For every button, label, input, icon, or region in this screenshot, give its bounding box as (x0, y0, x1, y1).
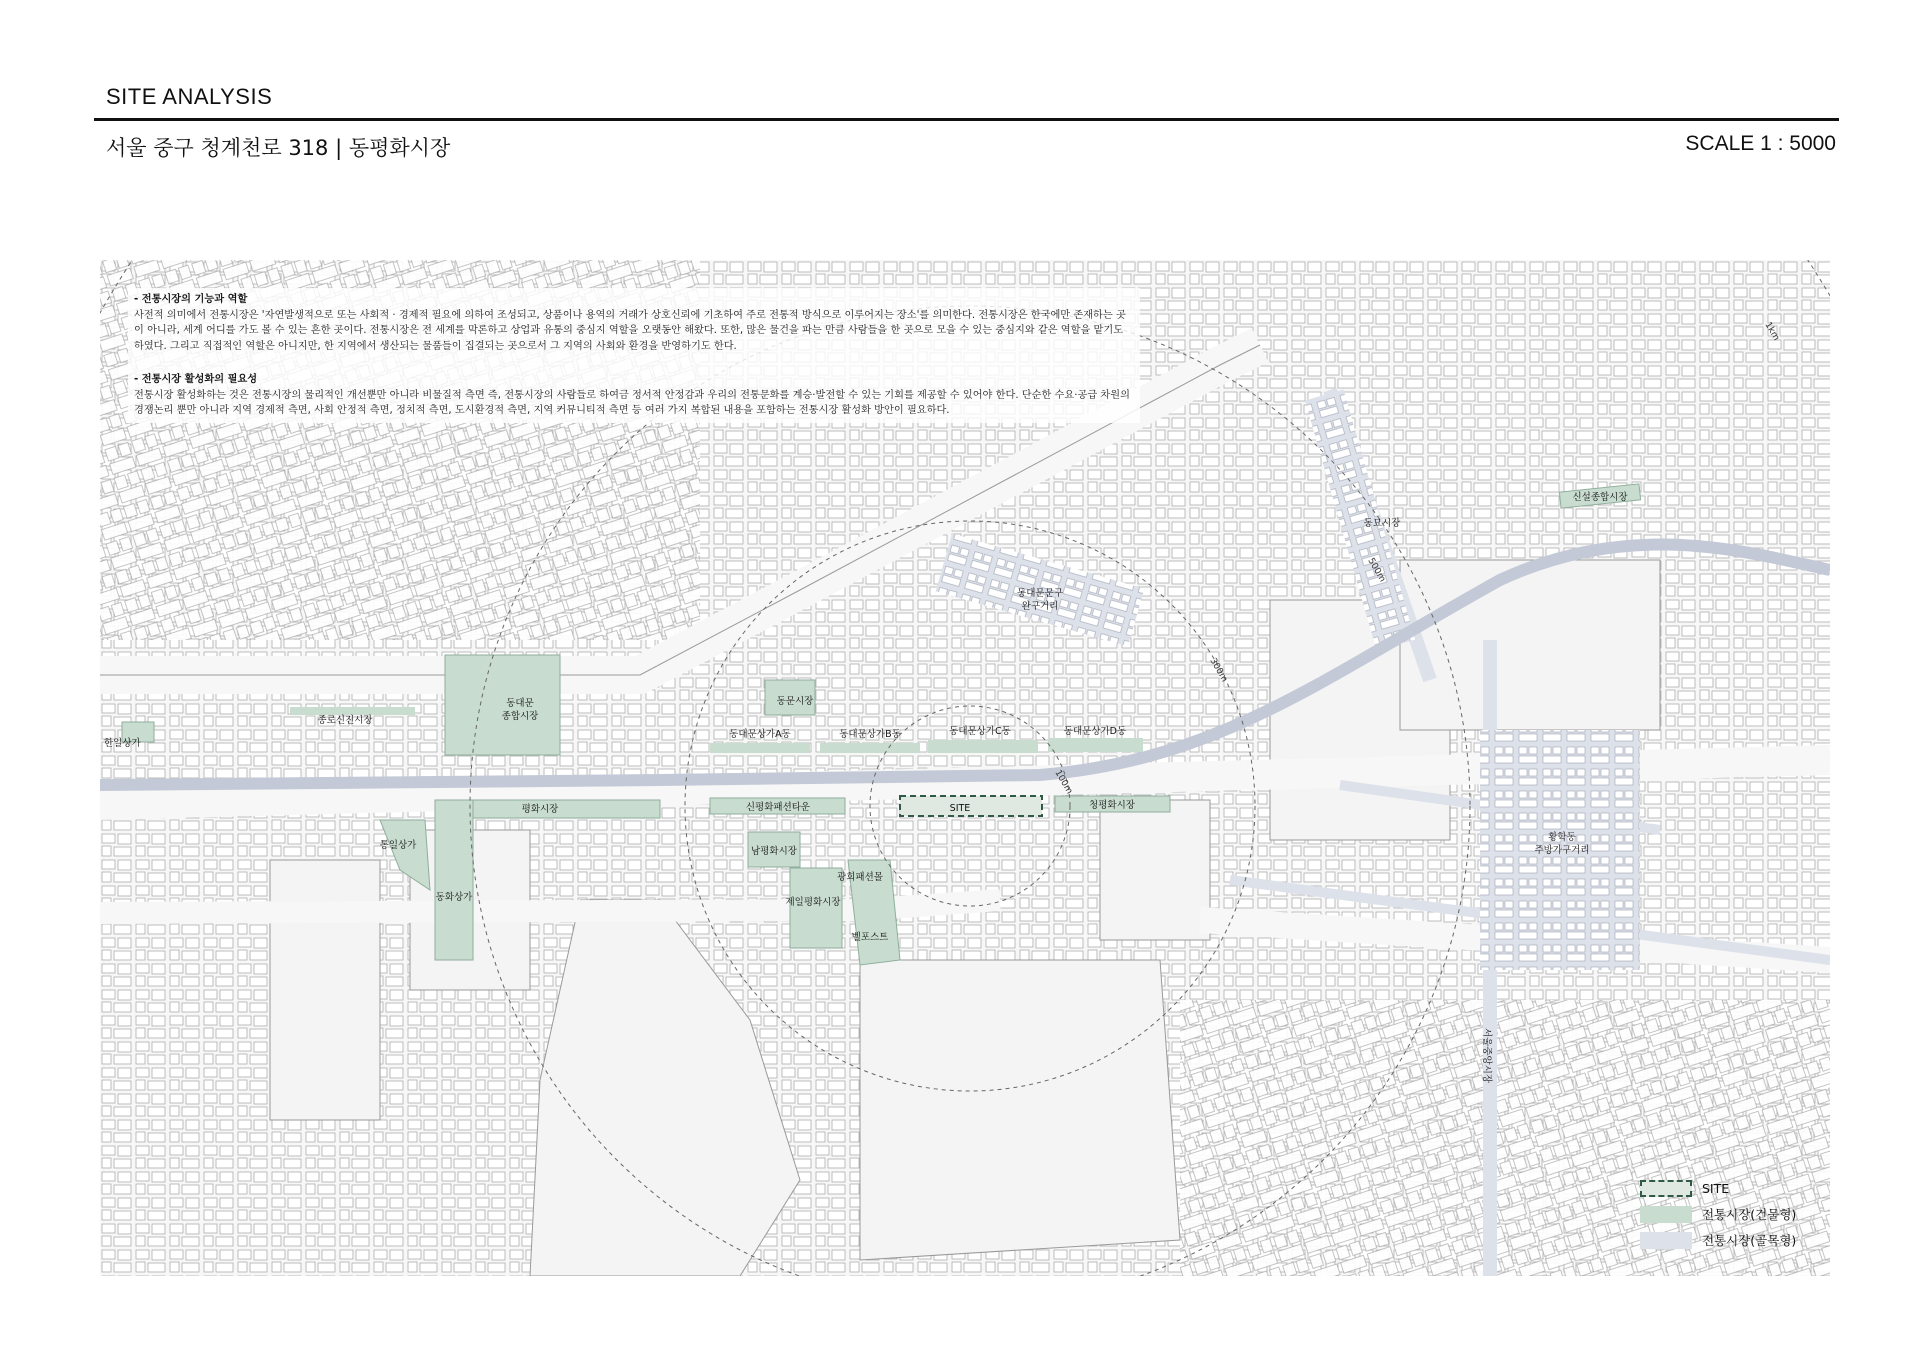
market-dong-a (710, 743, 810, 753)
legend-alley-label: 전통시장(골목형) (1702, 1233, 1797, 1248)
label-hanil: 한일상가 (104, 738, 141, 749)
label-dong-a: 동대문상가A동 (729, 729, 791, 740)
legend-building-label: 전통시장(건물형) (1702, 1207, 1797, 1222)
label-tongil: 통일상가 (379, 840, 417, 851)
block-west (270, 860, 380, 1120)
label-dongdaemun-2: 종합시장 (501, 711, 539, 722)
section-title: SITE ANALYSIS (106, 84, 273, 109)
legend-site-label: SITE (1702, 1180, 1730, 1196)
label-sinseol: 신설종합시장 (1572, 492, 1628, 503)
description-panel (128, 288, 1140, 423)
label-gwanghui: 광희패션몰 (837, 872, 883, 883)
label-dongmyo: 동묘시장 (1363, 518, 1401, 529)
desc-title-1: - 전통시장의 기능과 역할 (134, 294, 248, 305)
label-cheongpyeonghwa: 청평화시장 (1089, 800, 1135, 811)
market-dong-b (820, 743, 920, 753)
label-nampyeonghwa: 남평화시장 (751, 846, 797, 857)
market-dongdaemun-jonghap (445, 655, 560, 755)
label-jongno: 종로신진시장 (317, 715, 373, 726)
ring-label-1km: 1km (1762, 320, 1781, 343)
label-ingu-1: 동대문문구 (1017, 588, 1063, 599)
label-dong-d: 동대문상가D동 (1063, 726, 1127, 737)
desc-text-1: 사전적 의미에서 전통시장은 '자연발생적으로 또는 사회적 · 경제적 필요에 의하여 조성되고, 상품이나 용역의 거래가 상호신뢰에 기초하여 주로 전통적 방식으로 이루어지는 장소'를 의미한다. 전통시장은 한국에만 존재하는 곳이 아니라, 세계 어디를 가도 볼 수 있는 흔한 곳이다. 전통시장은 전 세계를 막론하고 상업과 유통의 중심지 역할을 오랫동안 해왔다. 또한, 많은 물건을 파는 만큼 사람들을 한 곳으로 모을 수 있는 중심지와 같은 역할을 맡기도 하였다. 그리고 직접적인 역할은 아니지만, 한 지역에서 생산되는 물품들이 집결되는 곳으로서 그 지역의 사회와 환경을 반영하기도 한다. (134, 309, 1126, 352)
block-mid-east (1100, 800, 1210, 940)
label-site: SITE (949, 803, 971, 814)
legend-site (1640, 1176, 1796, 1200)
site-map[interactable] (100, 260, 1830, 1276)
ring-label-300m: 300m (1207, 656, 1230, 684)
label-hwanghak-2: 주방가구거리 (1534, 845, 1590, 856)
market-dong-c (928, 740, 1038, 753)
ring-label-100m: 100m (1052, 768, 1075, 796)
label-dong-c: 동대문상가C동 (949, 726, 1011, 737)
label-dong-b: 동대문상가B동 (839, 729, 901, 740)
market-jongno (290, 707, 415, 715)
label-dongmun: 동문시장 (776, 696, 814, 707)
ring-label-500m: 500m (1365, 556, 1388, 584)
label-jungang: 서울중앙시장 (1481, 1028, 1492, 1084)
legend-alley (1640, 1228, 1796, 1252)
label-hwanghak-1: 황학동 (1548, 832, 1576, 843)
block-ne (1400, 560, 1660, 730)
label-pyeonghwa: 평화시장 (521, 804, 559, 815)
desc-text-2: 전통시장 활성화하는 것은 전통시장의 물리적인 개선뿐만 아니라 비물질적 측면 즉, 전통시장의 사람들로 하여금 정서적 안정감과 우리의 전통문화를 계승·발전할 수 있는 기회를 제공할 수 있어야 한다. 단순한 수요·공급 차원의 경쟁논리 뿐만 아니라 지역 경제적 측면, 사회 안정적 측면, 정치적 측면, 도시환경적 측면, 지역 커뮤니티적 측면 등 여러 가지 복합된 내용을 포함하는 전통시장 활성화 방안이 필요하다. (134, 389, 1130, 416)
market-donghwa (435, 800, 473, 960)
market-dong-d (1048, 738, 1143, 752)
legend-site-swatch (1640, 1180, 1692, 1197)
site-address: 서울 중구 청계천로 318 | 동평화시장 (106, 136, 451, 160)
map-scale: SCALE 1 : 5000 (1685, 132, 1836, 155)
legend-building-swatch (1640, 1206, 1692, 1223)
desc-title-2: - 전통시장 활성화의 필요성 (134, 374, 258, 385)
header-divider (94, 118, 1839, 121)
site-boundary[interactable] (900, 796, 1042, 816)
label-sinpyeonghwa: 신평화패션타운 (745, 802, 811, 813)
label-donghwa: 동화상가 (435, 892, 473, 903)
legend-building (1640, 1202, 1796, 1226)
label-ingu-2: 완구거리 (1021, 601, 1059, 612)
block-south (860, 960, 1180, 1260)
legend-alley-swatch (1640, 1232, 1692, 1249)
label-jeil: 제일평화시장 (785, 897, 841, 908)
map-legend (1640, 1176, 1796, 1254)
market-jeil (790, 868, 842, 948)
label-dongdaemun-1: 동대문 (506, 698, 534, 709)
label-bellpost: 벨포스트 (851, 932, 889, 943)
